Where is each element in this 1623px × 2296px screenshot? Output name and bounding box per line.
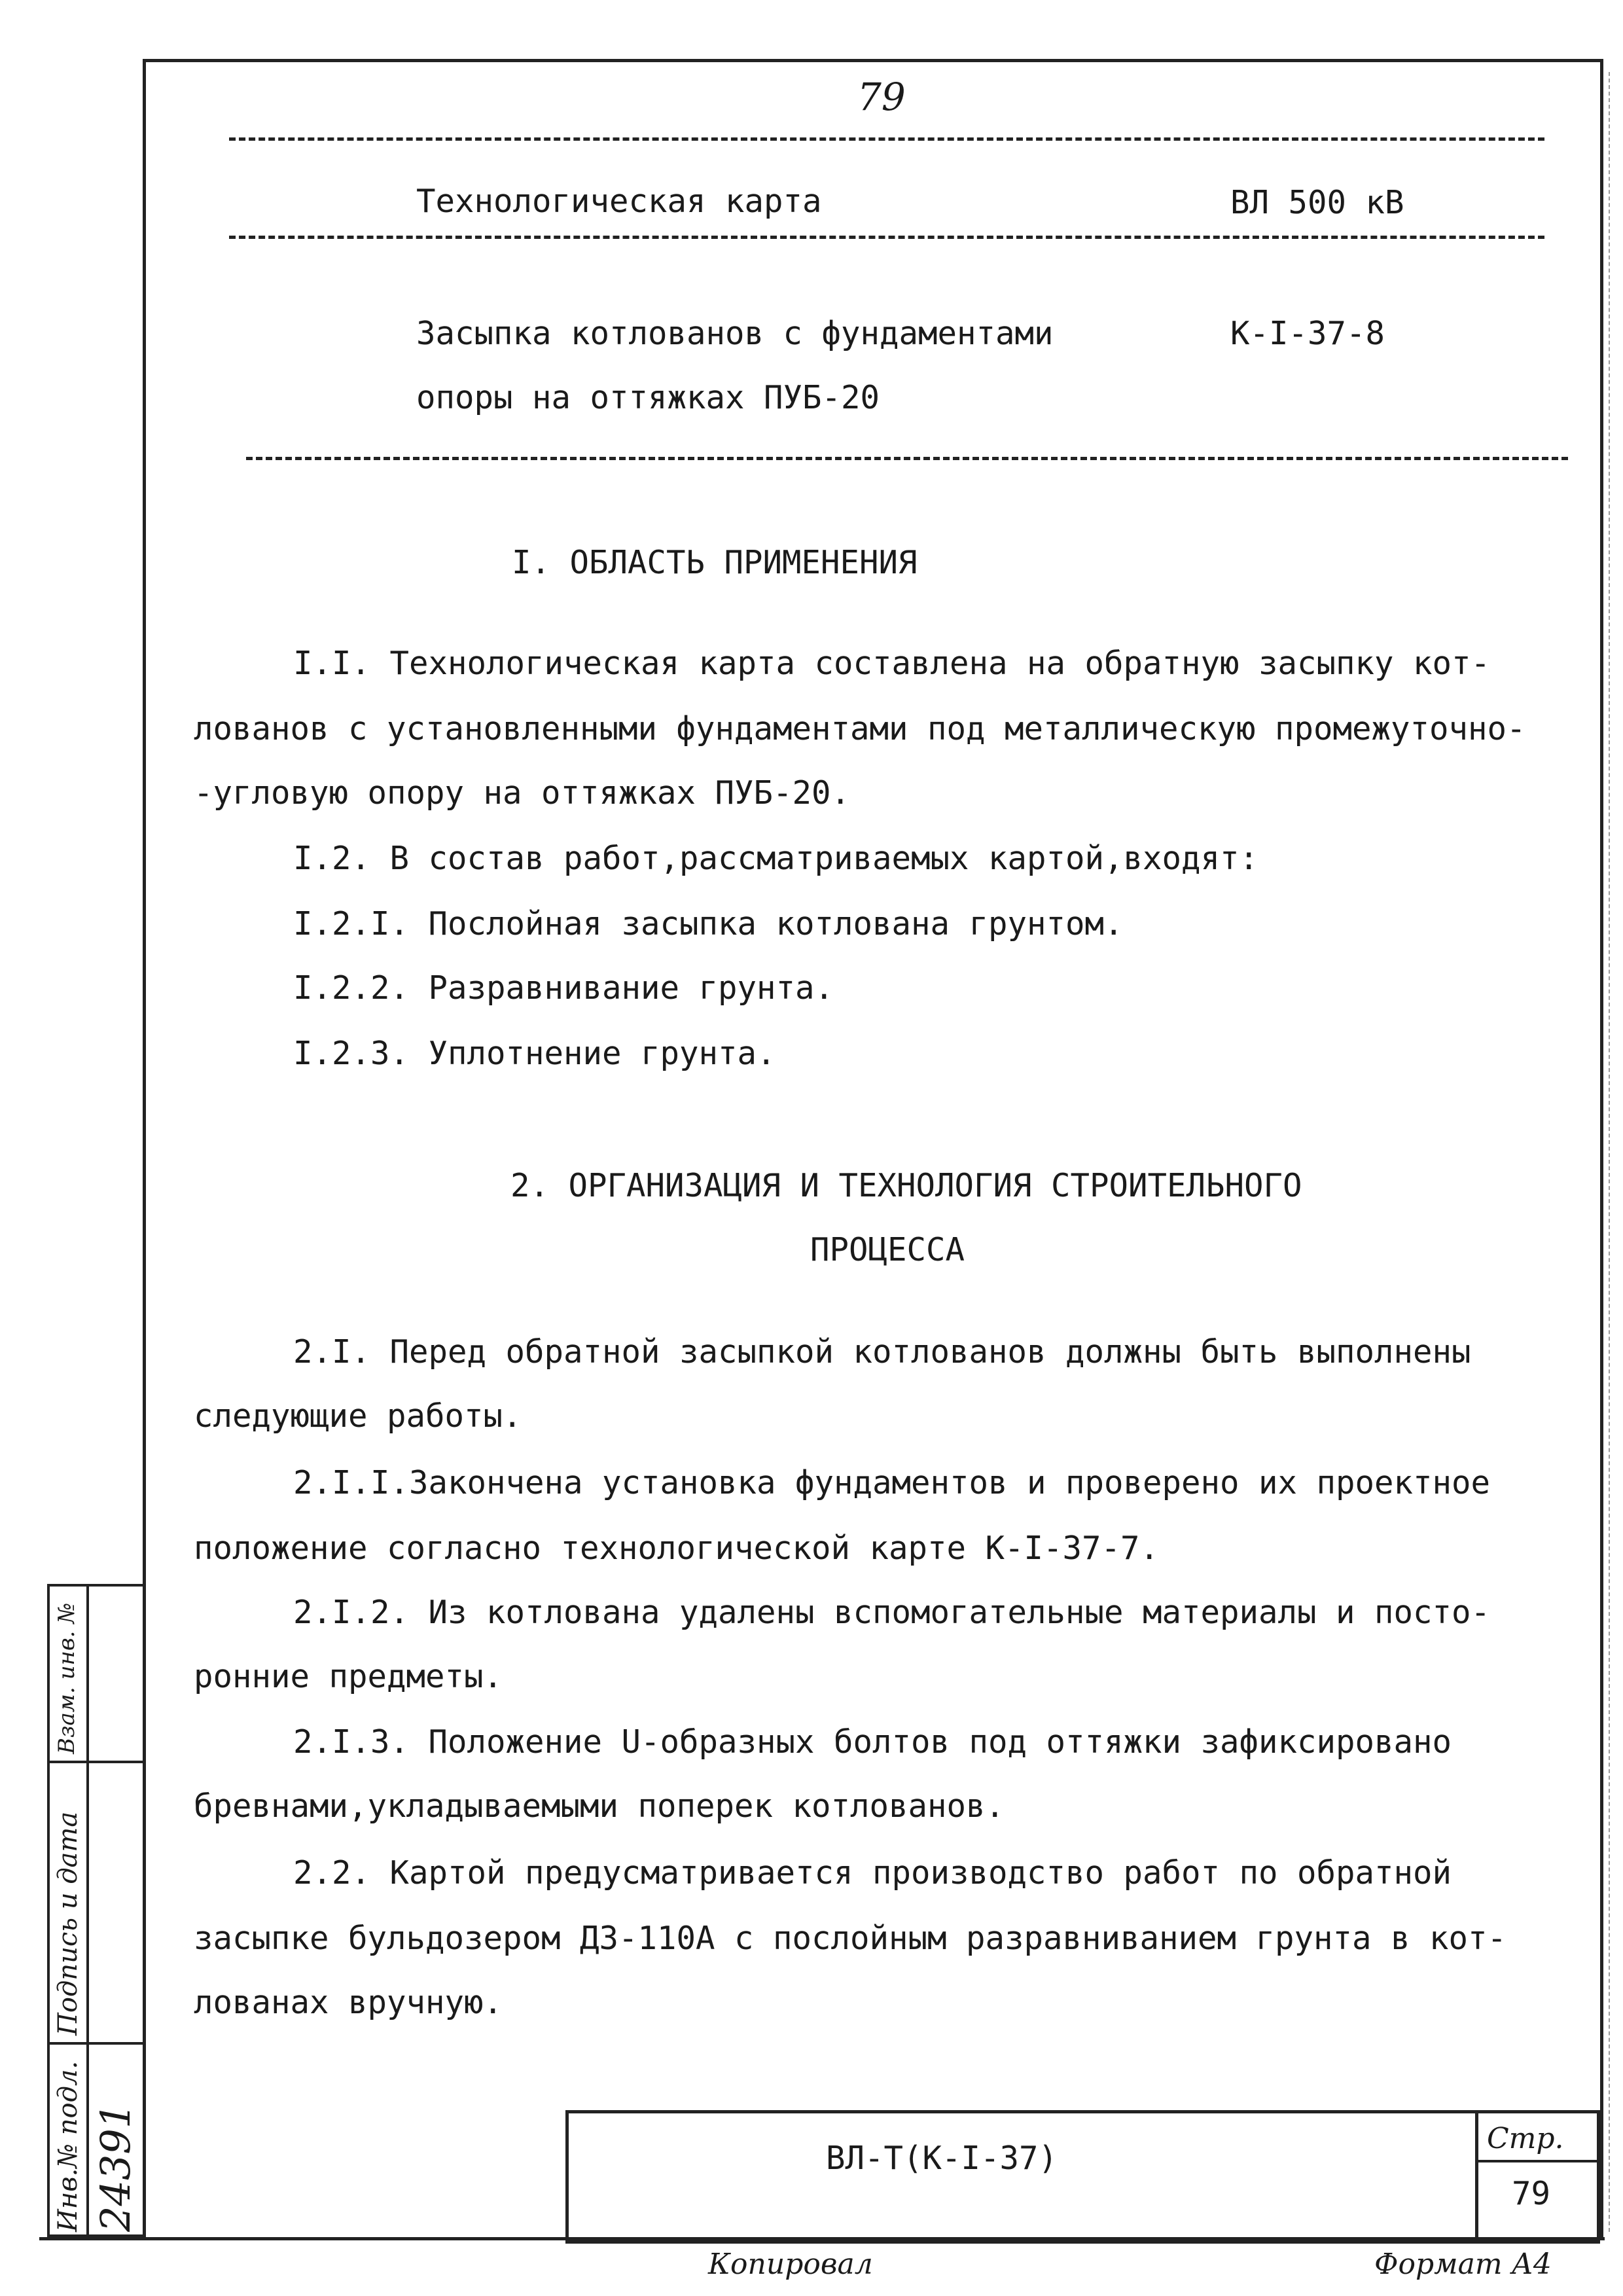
side-stamp-divider xyxy=(86,1584,89,2237)
frame-right-dashed xyxy=(1609,72,1610,2232)
paragraph-line: лованов с установленными фундаментами под металлическую промежуточно- xyxy=(194,710,1526,747)
section-heading: 2. ОРГАНИЗАЦИЯ И ТЕХНОЛОГИЯ СТРОИТЕЛЬНОГО xyxy=(510,1167,1302,1204)
sign-label: Подпись и дата xyxy=(53,1811,83,2036)
title-line-2: опоры на оттяжках ПУБ-20 xyxy=(416,379,880,416)
title-line-1: Засыпка котлованов с фундаментами xyxy=(416,315,1054,352)
page-label: Стр. xyxy=(1487,2122,1564,2155)
section-heading: ПРОЦЕССА xyxy=(810,1231,965,1268)
page-number: 79 xyxy=(857,75,906,119)
paragraph-line: бревнами,укладываемыми поперек котлованов. xyxy=(194,1787,1005,1825)
frame-left-border xyxy=(143,59,146,2238)
replace-label: Взам. инв. № xyxy=(54,1602,80,1754)
card-code: К-I-37-8 xyxy=(1230,315,1385,352)
side-stamp-divider xyxy=(47,2042,143,2045)
paragraph-line: I.I. Технологическая карта составлена на обратную засыпку кот- xyxy=(293,645,1491,682)
frame-right-border xyxy=(1600,62,1603,2238)
inv-value: 24391 xyxy=(92,2102,139,2232)
paragraph-line: засыпке бульдозером Д3-110А с послойным разравниванием грунта в кот- xyxy=(194,1920,1507,1957)
section-heading: I. ОБЛАСТЬ ПРИМЕНЕНИЯ xyxy=(512,544,918,581)
page-cell-divider xyxy=(1475,2160,1599,2162)
paragraph-line: лованах вручную. xyxy=(194,1984,503,2021)
page-value: 79 xyxy=(1512,2175,1551,2212)
side-stamp-divider xyxy=(47,1761,143,1763)
paragraph-line: I.2.3. Уплотнение грунта. xyxy=(293,1035,776,1072)
copied-label: Копировал xyxy=(708,2248,873,2281)
paragraph-line: 2.2. Картой предусматривается производство работ по обратной xyxy=(293,1854,1452,1892)
frame-top-border xyxy=(143,59,1603,62)
paragraph-line: I.2.2. Разравнивание грунта. xyxy=(293,969,834,1007)
paragraph-line: 2.I.2. Из котлована удалены вспомогательные материалы и посто- xyxy=(293,1594,1491,1631)
paragraph-line: 2.I. Перед обратной засыпкой котлованов должны быть выполнены xyxy=(293,1333,1471,1371)
header-divider xyxy=(246,457,1568,460)
doc-code: ВЛ-Т(К-I-37) xyxy=(826,2140,1058,2177)
doc-type: Технологическая карта xyxy=(416,183,822,220)
line-voltage: ВЛ 500 кВ xyxy=(1230,184,1404,221)
format-label: Формат А4 xyxy=(1374,2248,1552,2281)
paragraph-line: 2.I.I.Закончена установка фундаментов и проверено их проектное xyxy=(293,1464,1491,1501)
header-divider xyxy=(229,236,1544,239)
paragraph-line: ронние предметы. xyxy=(194,1658,503,1695)
paragraph-line: 2.I.3. Положение U-образных болтов под оттяжки зафиксировано xyxy=(293,1723,1452,1761)
paragraph-line: следующие работы. xyxy=(194,1397,522,1435)
header-divider xyxy=(229,137,1544,141)
paragraph-line: I.2. В состав работ,рассматриваемых картой,входят: xyxy=(293,840,1259,877)
inv-label: Инв.№ подл. xyxy=(53,2060,83,2232)
paragraph-line: положение согласно технологической карте К-I-37-7. xyxy=(194,1530,1160,1567)
paragraph-line: -угловую опору на оттяжках ПУБ-20. xyxy=(194,774,851,812)
paragraph-line: I.2.I. Послойная засыпка котлована грунтом. xyxy=(293,905,1124,942)
